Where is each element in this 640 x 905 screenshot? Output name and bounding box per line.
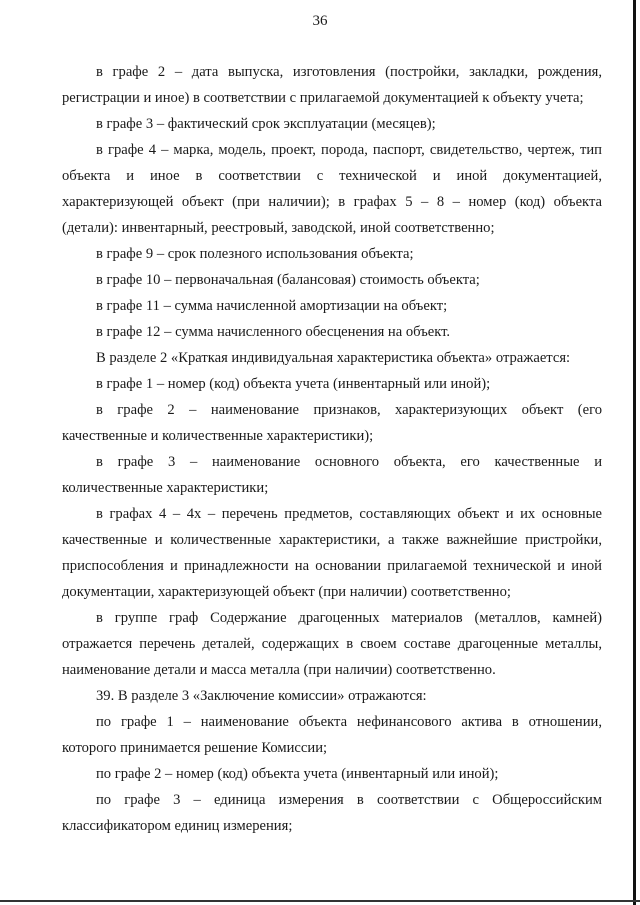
paragraph-s3-grafa-3: по графе 3 – единица измерения в соответствии с Общероссийским классификатором единиц измерения; (62, 792, 602, 834)
paragraph-s3-grafa-1: по графе 1 – наименование объекта нефинансового актива в отношении, которого принимается решение Комиссии; (62, 714, 602, 756)
paragraph-grafa-10-initial-cost: в графе 10 – первоначальная (балансовая) стоимость объекта; (96, 272, 480, 288)
paragraph-s2-grafy-4-4x: в графах 4 – 4х – перечень предметов, составляющих объект и их основные качественные и количественные характеристики, а также важнейшие пристройки, приспособления и принадлежности на основании прилагаемой технической и иной документации, характеризующей объект (при наличии) соответственно; (62, 506, 602, 600)
paragraph-precious-materials: в группе граф Содержание драгоценных материалов (металлов, камней) отражается перечень деталей, содержащих в своем составе драгоценные металлы, наименование детали и масса металла (при наличии) соответственно. (62, 610, 602, 678)
scan-edge-right (633, 0, 636, 905)
paragraph-item-39-heading: 39. В разделе 3 «Заключение комиссии» отражаются: (96, 688, 427, 704)
paragraph-grafa-9-useful-life: в графе 9 – срок полезного использования объекта; (96, 246, 414, 262)
page-number: 36 (312, 13, 328, 29)
paragraph-grafa-11-depreciation: в графе 11 – сумма начисленной амортизации на объект; (96, 298, 448, 314)
scan-edge-bottom (0, 900, 640, 902)
paragraph-grafa-3-term: в графе 3 – фактический срок эксплуатации (месяцев); (96, 116, 436, 132)
paragraph-grafa-12-impairment: в графе 12 – сумма начисленного обесценения на объект. (96, 324, 451, 340)
paragraph-section-2-heading: В разделе 2 «Краткая индивидуальная характеристика объекта» отражается: (96, 350, 571, 366)
document-body (62, 59, 602, 839)
paragraph-s2-grafa-1: в графе 1 – номер (код) объекта учета (инвентарный или иной); (96, 376, 491, 392)
paragraph-s2-grafa-2: в графе 2 – наименование признаков, характеризующих объект (его качественные и количественные характеристики); (62, 402, 602, 444)
paragraph-s2-grafa-3: в графе 3 – наименование основного объекта, его качественные и количественные характеристики; (62, 454, 602, 496)
paragraph-grafa-2-date: в графе 2 – дата выпуска, изготовления (постройки, закладки, рождения, регистрации и иное) в соответствии с прилагаемой документацией к объекту учета; (62, 64, 602, 106)
paragraph-s3-grafa-2: по графе 2 – номер (код) объекта учета (инвентарный или иной); (96, 766, 499, 782)
paragraph-grafa-4-8-model: в графе 4 – марка, модель, проект, порода, паспорт, свидетельство, чертеж, тип объекта и иное в соответствии с технической и иной документацией, характеризующей объект (при наличии); в графах 5 – 8 – номер (код) объекта (детали): инвентарный, реестровый, заводской, иной соответственно; (62, 142, 602, 236)
